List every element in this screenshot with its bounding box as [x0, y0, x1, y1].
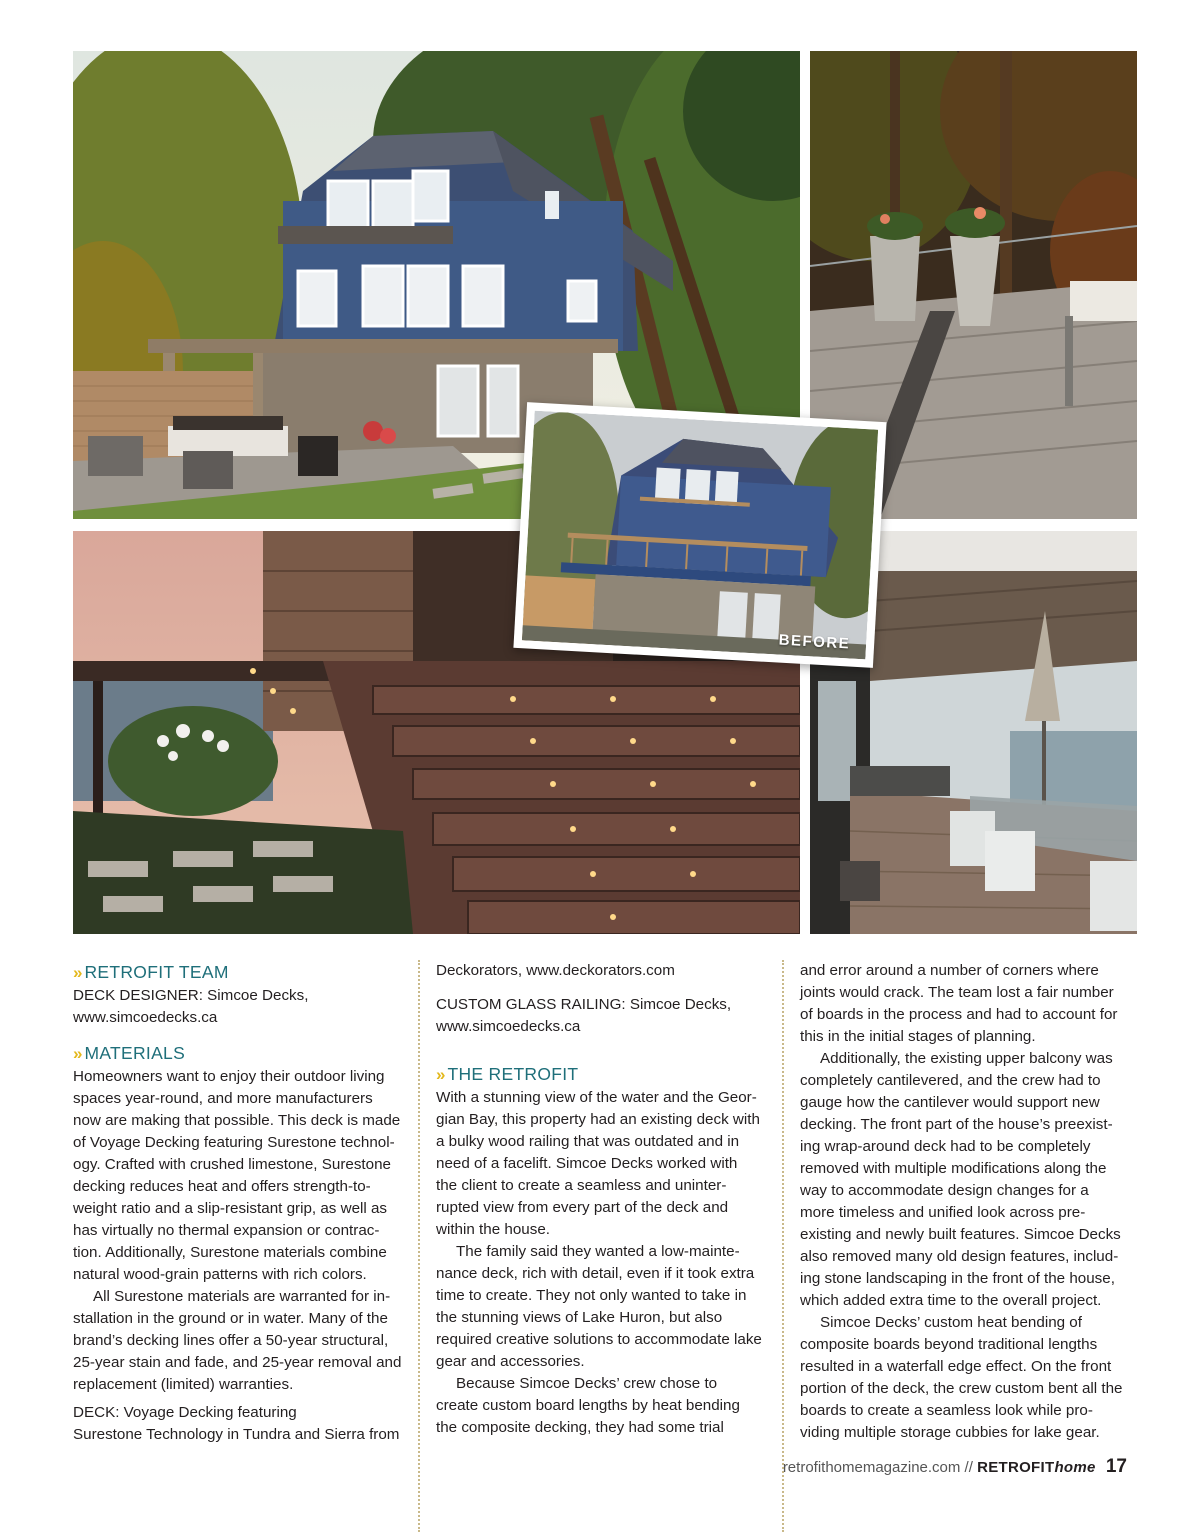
- deck-credit-line-1: DECK: Voyage Decking featuring: [73, 1404, 297, 1421]
- brand-bold: RETROFIT: [977, 1459, 1055, 1476]
- retrofit-paragraph-3-continued: and error around a number of corners where joints would crack. The team lost a fair number of boards in the process and had to account for this in the initial stages of planning.: [800, 962, 1118, 1045]
- column-2: [436, 960, 762, 1439]
- column-3: [800, 960, 1124, 1444]
- materials-heading: [73, 1041, 403, 1066]
- deck-credit-line-2: Surestone Technology in Tundra and Sierra from: [73, 1426, 400, 1443]
- heading-text: MATERIALS: [84, 1043, 186, 1063]
- before-label: BEFORE: [778, 631, 851, 653]
- footer-site: retrofithomemagazine.com //: [782, 1459, 973, 1476]
- column-rule: [418, 960, 420, 1532]
- chevron-icon: »: [73, 963, 80, 982]
- retrofit-paragraph-1: With a stunning view of the water and the Geor-gian Bay, this property had an existing deck with a bulky wood railing that was outdated and in need of a facelift. Simcoe Decks worked with the client to create a seamless and uninter-rupted view from every part of the deck and within the house.: [436, 1089, 760, 1238]
- column-rule: [782, 960, 784, 1532]
- deck-credit-line-3: Deckorators, www.deckorators.com: [436, 962, 675, 979]
- retrofit-paragraph-5: Simcoe Decks’ custom heat bending of composite boards beyond traditional lengths resulted in a waterfall edge effect. On the front portion of the deck, the crew custom bent all the boards to create a seamless look while pro-viding multiple storage cubbies for lake gear.: [800, 1314, 1123, 1441]
- chevron-icon: »: [73, 1044, 80, 1063]
- page-number: 17: [1105, 1456, 1127, 1477]
- deck-designer-url: www.simcoedecks.ca: [73, 1009, 218, 1026]
- footer-brand: [977, 1459, 1096, 1476]
- the-retrofit-heading: [436, 1062, 762, 1087]
- before-photo: [513, 402, 886, 668]
- retrofit-team-heading: [73, 960, 403, 985]
- column-1: [73, 960, 403, 1446]
- railing-credit-line-2: www.simcoedecks.ca: [436, 1018, 581, 1035]
- heading-text: RETROFIT TEAM: [84, 962, 229, 982]
- materials-paragraph-1: Homeowners want to enjoy their outdoor living spaces year-round, and more manufacturers now are making that possible. This deck is made of Voyage Decking featuring Surestone technol-ogy. Crafted with crushed limestone, Surestone decking reduces heat and offers strength-to-weight ratio and a slip-resistant grip, as well as has virtually no thermal expansion or contrac-tion. Additionally, Surestone materials combine natural wood-grain patterns with rich colors.: [73, 1068, 401, 1283]
- deck-designer-line: DECK DESIGNER: Simcoe Decks,: [73, 987, 309, 1004]
- materials-paragraph-2: All Surestone materials are warranted for in-stallation in the ground or in water. Many of the brand’s decking lines offer a 50-year structural, 25-year stain and fade, and 25-year removal and replacement (limited) warranties.: [73, 1288, 402, 1393]
- chevron-icon: »: [436, 1065, 443, 1084]
- heading-text: THE RETROFIT: [447, 1064, 579, 1084]
- retrofit-paragraph-4: Additionally, the existing upper balcony was completely cantilevered, and the crew had to gauge how the cantilever would support new decking. The front part of the house’s preexist-ing wrap-around deck had to be completely removed with multiple modifications along the way to accommodate design changes for a more timeless and unified look across pre-existing and newly built features. Simcoe Decks also removed many old design features, includ-ing stone landscaping in the front of the house, which added extra time to the overall project.: [800, 1050, 1121, 1309]
- page-footer: [0, 1456, 1127, 1478]
- retrofit-paragraph-3: Because Simcoe Decks’ crew chose to create custom board lengths by heat bending the composite decking, they had some trial: [436, 1375, 740, 1436]
- retrofit-paragraph-2: The family said they wanted a low-mainte-nance deck, rich with detail, even if it took extra time to create. They not only wanted to take in the stunning views of Lake Huron, but also required creative solutions to accommodate lake gear and accessories.: [436, 1243, 762, 1370]
- railing-credit-line-1: CUSTOM GLASS RAILING: Simcoe Decks,: [436, 996, 732, 1013]
- brand-italic: home: [1054, 1459, 1096, 1476]
